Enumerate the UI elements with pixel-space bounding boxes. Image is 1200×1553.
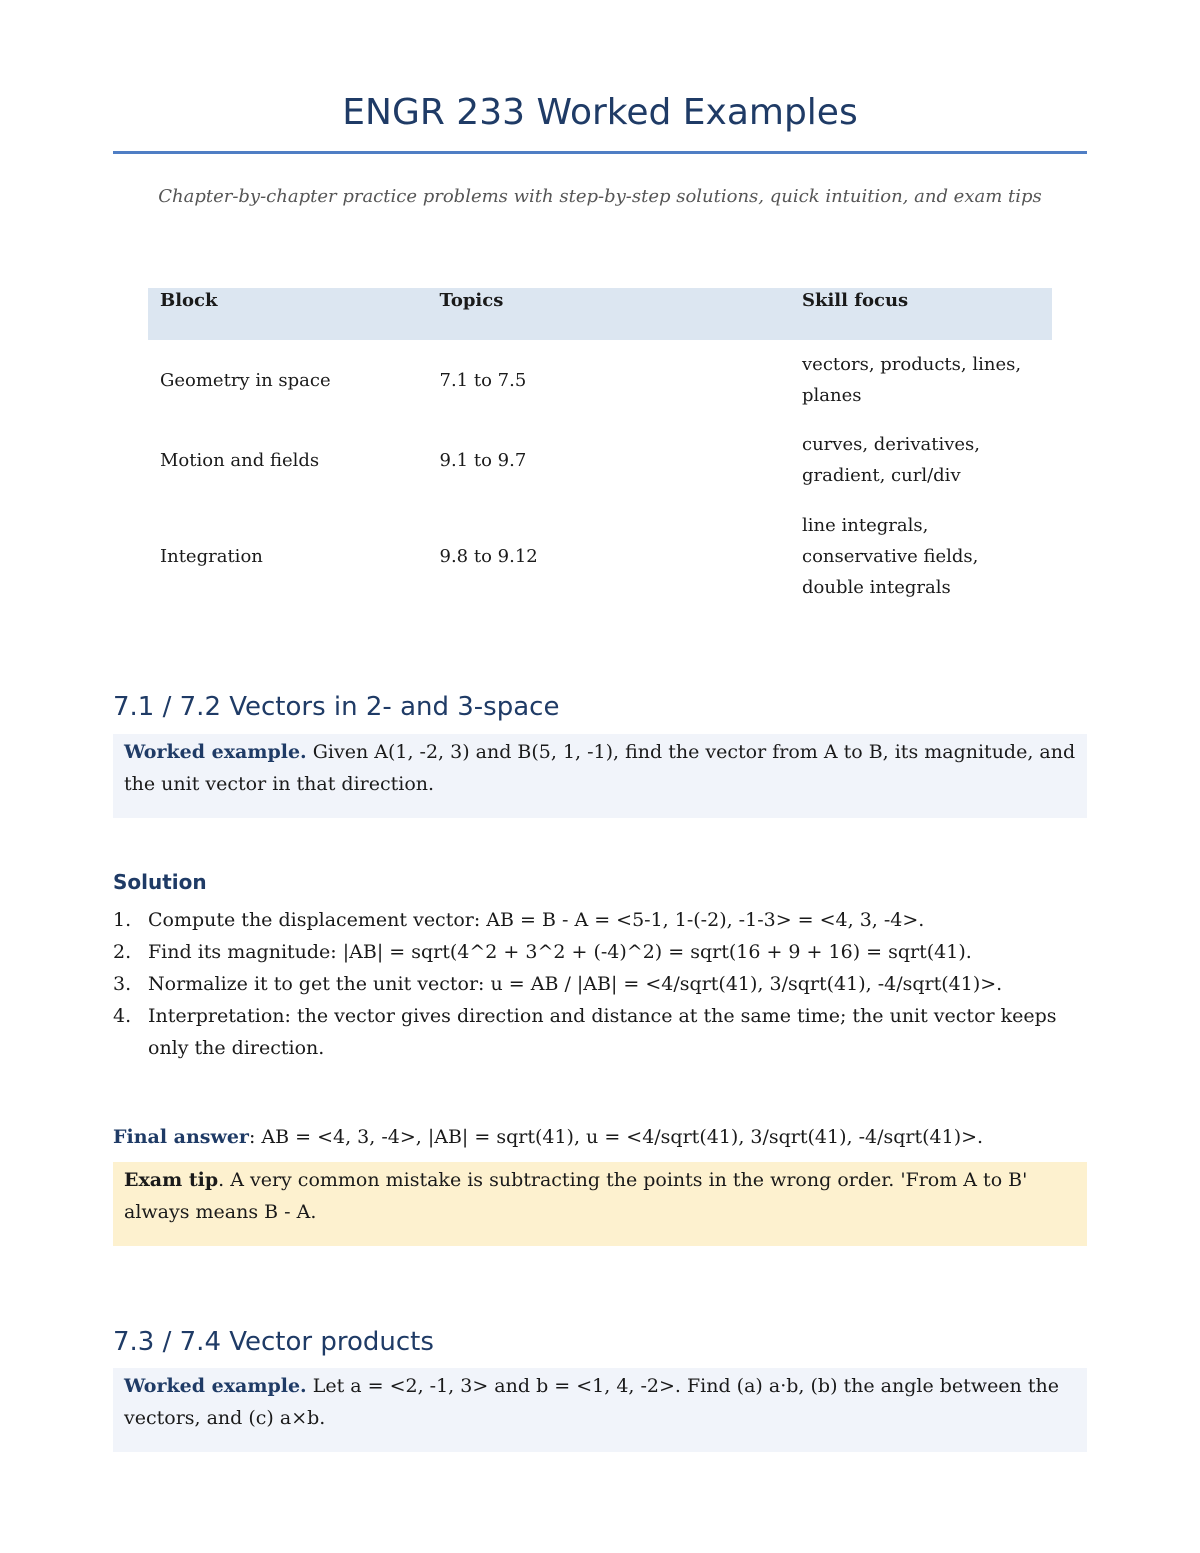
worked-example-box (113, 1368, 1087, 1452)
list-item (113, 936, 1087, 968)
worked-example-box (113, 734, 1087, 818)
overview-table (148, 288, 1052, 612)
step-number: 1. (113, 909, 132, 931)
table-cell: 7.1 to 7.5 (439, 369, 527, 391)
table-header-row (148, 288, 1052, 340)
step-number: 2. (113, 941, 132, 963)
step-text: Find its magnitude: |AB| = sqrt(4^2 + 3^2 + (-4)^2) = sqrt(16 + 9 + 16) = sqrt(41). (148, 941, 972, 963)
list-item (113, 968, 1087, 1000)
table-cell: line integrals, conservative fields, double integrals (802, 514, 979, 598)
section-heading-vector-products: 7.3 / 7.4 Vector products (113, 1327, 434, 1357)
worked-example-label: Worked example. (124, 1375, 307, 1397)
step-text: Interpretation: the vector gives direction and distance at the same time; the unit vector keeps only the direction. (148, 1005, 1057, 1059)
step-number: 4. (113, 1005, 132, 1027)
list-item (113, 904, 1087, 936)
solution-heading: Solution (113, 870, 207, 894)
table-cell: Motion and fields (160, 449, 320, 471)
table-cell: 9.1 to 9.7 (439, 449, 527, 471)
table-row (148, 500, 1052, 612)
exam-tip-box (113, 1162, 1087, 1246)
document-title: ENGR 233 Worked Examples (342, 92, 858, 133)
final-answer-label: Final answer (113, 1126, 249, 1148)
title-divider (113, 151, 1087, 154)
worked-example-text: Given A(1, -2, 3) and B(5, 1, -1), find the vector from A to B, its magnitude, and the unit vector in that direction. (124, 741, 1076, 795)
step-number: 3. (113, 973, 132, 995)
exam-tip-text: . A very common mistake is subtracting the points in the wrong order. 'From A to B' always means B - A. (124, 1169, 1028, 1223)
table-header-cell: Block (148, 288, 428, 340)
table-cell: Integration (160, 545, 263, 567)
list-item (113, 1000, 1087, 1064)
table-header-cell: Skill focus (790, 288, 1052, 340)
worked-example-text: Let a = <2, -1, 3> and b = <1, 4, -2>. Find (a) a·b, (b) the angle between the vectors, and (c) a×b. (124, 1375, 1059, 1429)
document-subtitle: Chapter-by-chapter practice problems with step-by-step solutions, quick intuition, and exam tips (158, 186, 1042, 207)
table-header-cell: Topics (428, 288, 791, 340)
exam-tip-label: Exam tip (124, 1169, 219, 1191)
section-heading-vectors: 7.1 / 7.2 Vectors in 2- and 3-space (113, 692, 560, 722)
final-answer-text: : AB = <4, 3, -4>, |AB| = sqrt(41), u = <4/sqrt(41), 3/sqrt(41), -4/sqrt(41)>. (248, 1126, 984, 1148)
step-text: Normalize it to get the unit vector: u = AB / |AB| = <4/sqrt(41), 3/sqrt(41), -4/sqrt(41)>. (148, 973, 1003, 995)
worked-example-label: Worked example. (124, 741, 307, 763)
solution-steps (113, 904, 1087, 1064)
table-row (148, 340, 1052, 420)
final-answer (113, 1121, 1087, 1153)
table-cell: curves, derivatives, gradient, curl/div (802, 434, 980, 486)
table-cell: Geometry in space (160, 369, 331, 391)
step-text: Compute the displacement vector: AB = B - A = <5-1, 1-(-2), -1-3> = <4, 3, -4>. (148, 909, 925, 931)
table-cell: 9.8 to 9.12 (439, 545, 538, 567)
table-row (148, 420, 1052, 500)
table-cell: vectors, products, lines, planes (802, 354, 1022, 406)
